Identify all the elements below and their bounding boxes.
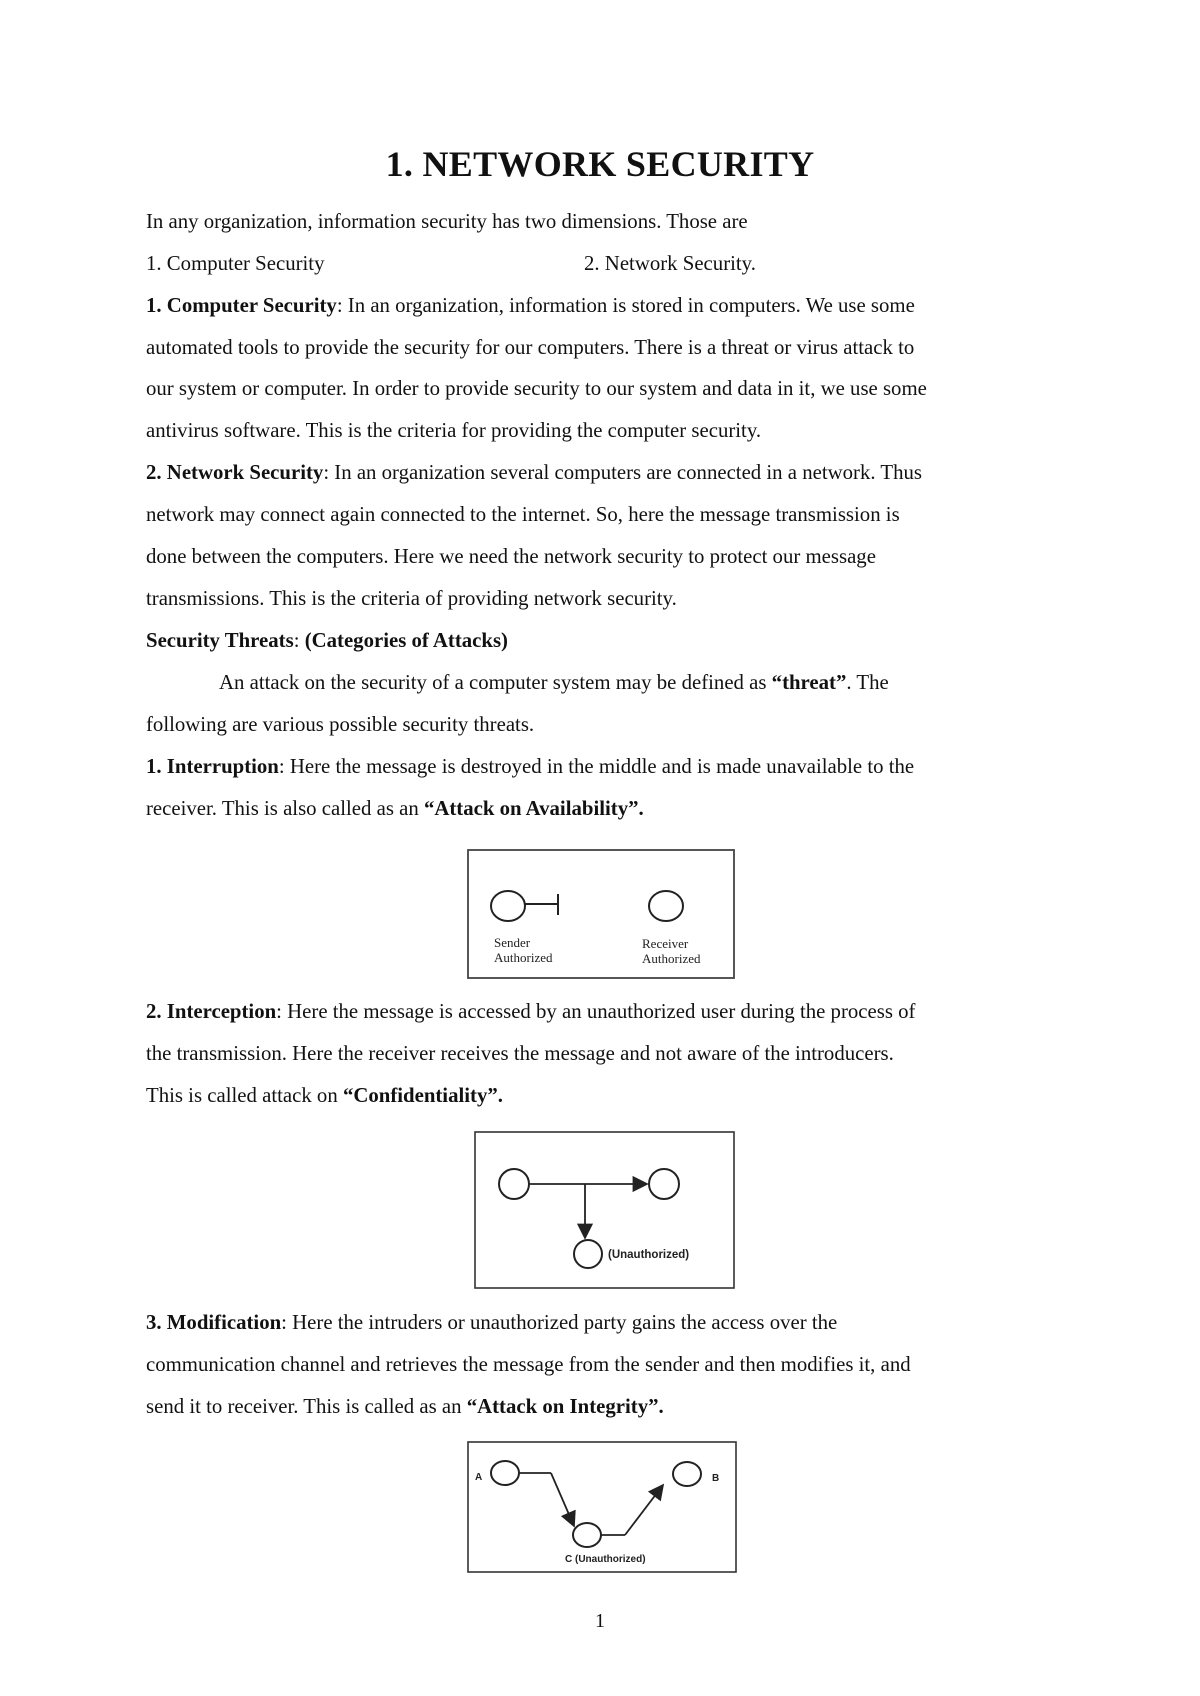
modification-line-1: 3. Modification: Here the intruders or unauthorized party gains the access over the bbox=[146, 1311, 838, 1334]
network-security-line-3: done between the computers. Here we need the network security to protect our message bbox=[146, 545, 876, 568]
figure-border bbox=[475, 1132, 734, 1288]
node-a-label: A bbox=[475, 1472, 483, 1483]
computer-security-line-4: antivirus software. This is the criteria for providing the computer security. bbox=[146, 419, 762, 442]
receiver-label-2: Authorized bbox=[642, 951, 701, 966]
dimension-2: 2. Network Security. bbox=[584, 252, 756, 275]
modification-diagram bbox=[467, 1441, 739, 1575]
computer-security-line-3: our system or computer. In order to provide security to our system and data in it, we use some bbox=[146, 377, 927, 400]
interception-label: 2. Interception bbox=[146, 1000, 277, 1023]
computer-security-line-1: 1. Computer Security: In an organization, information is stored in computers. We use some bbox=[146, 294, 915, 317]
threats-line-1: An attack on the security of a computer system may be defined as “threat”. The bbox=[219, 671, 889, 694]
interception-line-3: This is called attack on “Confidentiality”. bbox=[146, 1084, 503, 1107]
threats-heading: Security Threats: (Categories of Attacks) bbox=[146, 629, 508, 652]
interception-line-2: the transmission. Here the receiver receives the message and not aware of the introducers. bbox=[146, 1042, 894, 1065]
unauthorized-label: (Unauthorized) bbox=[608, 1249, 690, 1261]
threats-line-2: following are various possible security threats. bbox=[146, 713, 535, 736]
sender-label-1: Sender bbox=[494, 935, 531, 950]
network-security-line-4: transmissions. This is the criteria of providing network security. bbox=[146, 587, 677, 610]
page-title: 1. NETWORK SECURITY bbox=[385, 144, 815, 184]
modification-line-2: communication channel and retrieves the message from the sender and then modifies it, and bbox=[146, 1353, 911, 1376]
node-c-label: C (Unauthorized) bbox=[565, 1554, 646, 1565]
sender-label-2: Authorized bbox=[494, 950, 553, 965]
network-security-line-1: 2. Network Security: In an organization several computers are connected in a network. Thus bbox=[146, 461, 922, 484]
modification-label: 3. Modification bbox=[146, 1311, 282, 1334]
modification-line-3: send it to receiver. This is called as an “Attack on Integrity”. bbox=[146, 1395, 664, 1418]
interruption-diagram bbox=[462, 838, 742, 984]
dimension-1: 1. Computer Security bbox=[146, 252, 325, 275]
intro-text: In any organization, information security has two dimensions. Those are bbox=[146, 210, 748, 233]
computer-security-label: 1. Computer Security bbox=[146, 294, 337, 317]
interception-line-1: 2. Interception: Here the message is accessed by an unauthorized user during the process of bbox=[146, 1000, 916, 1023]
page-number: 1 bbox=[595, 1610, 605, 1632]
network-security-label: 2. Network Security bbox=[146, 461, 324, 484]
computer-security-line-2: automated tools to provide the security for our computers. There is a threat or virus attack to bbox=[146, 336, 915, 359]
interception-diagram bbox=[474, 1131, 736, 1291]
node-b-label: B bbox=[712, 1473, 720, 1484]
receiver-label-1: Receiver bbox=[642, 936, 689, 951]
interruption-label: 1. Interruption bbox=[146, 755, 279, 778]
interruption-line-2: receiver. This is also called as an “Attack on Availability”. bbox=[146, 797, 644, 820]
network-security-line-2: network may connect again connected to the internet. So, here the message transmission is bbox=[146, 503, 900, 526]
interruption-line-1: 1. Interruption: Here the message is destroyed in the middle and is made unavailable to the bbox=[146, 755, 915, 778]
